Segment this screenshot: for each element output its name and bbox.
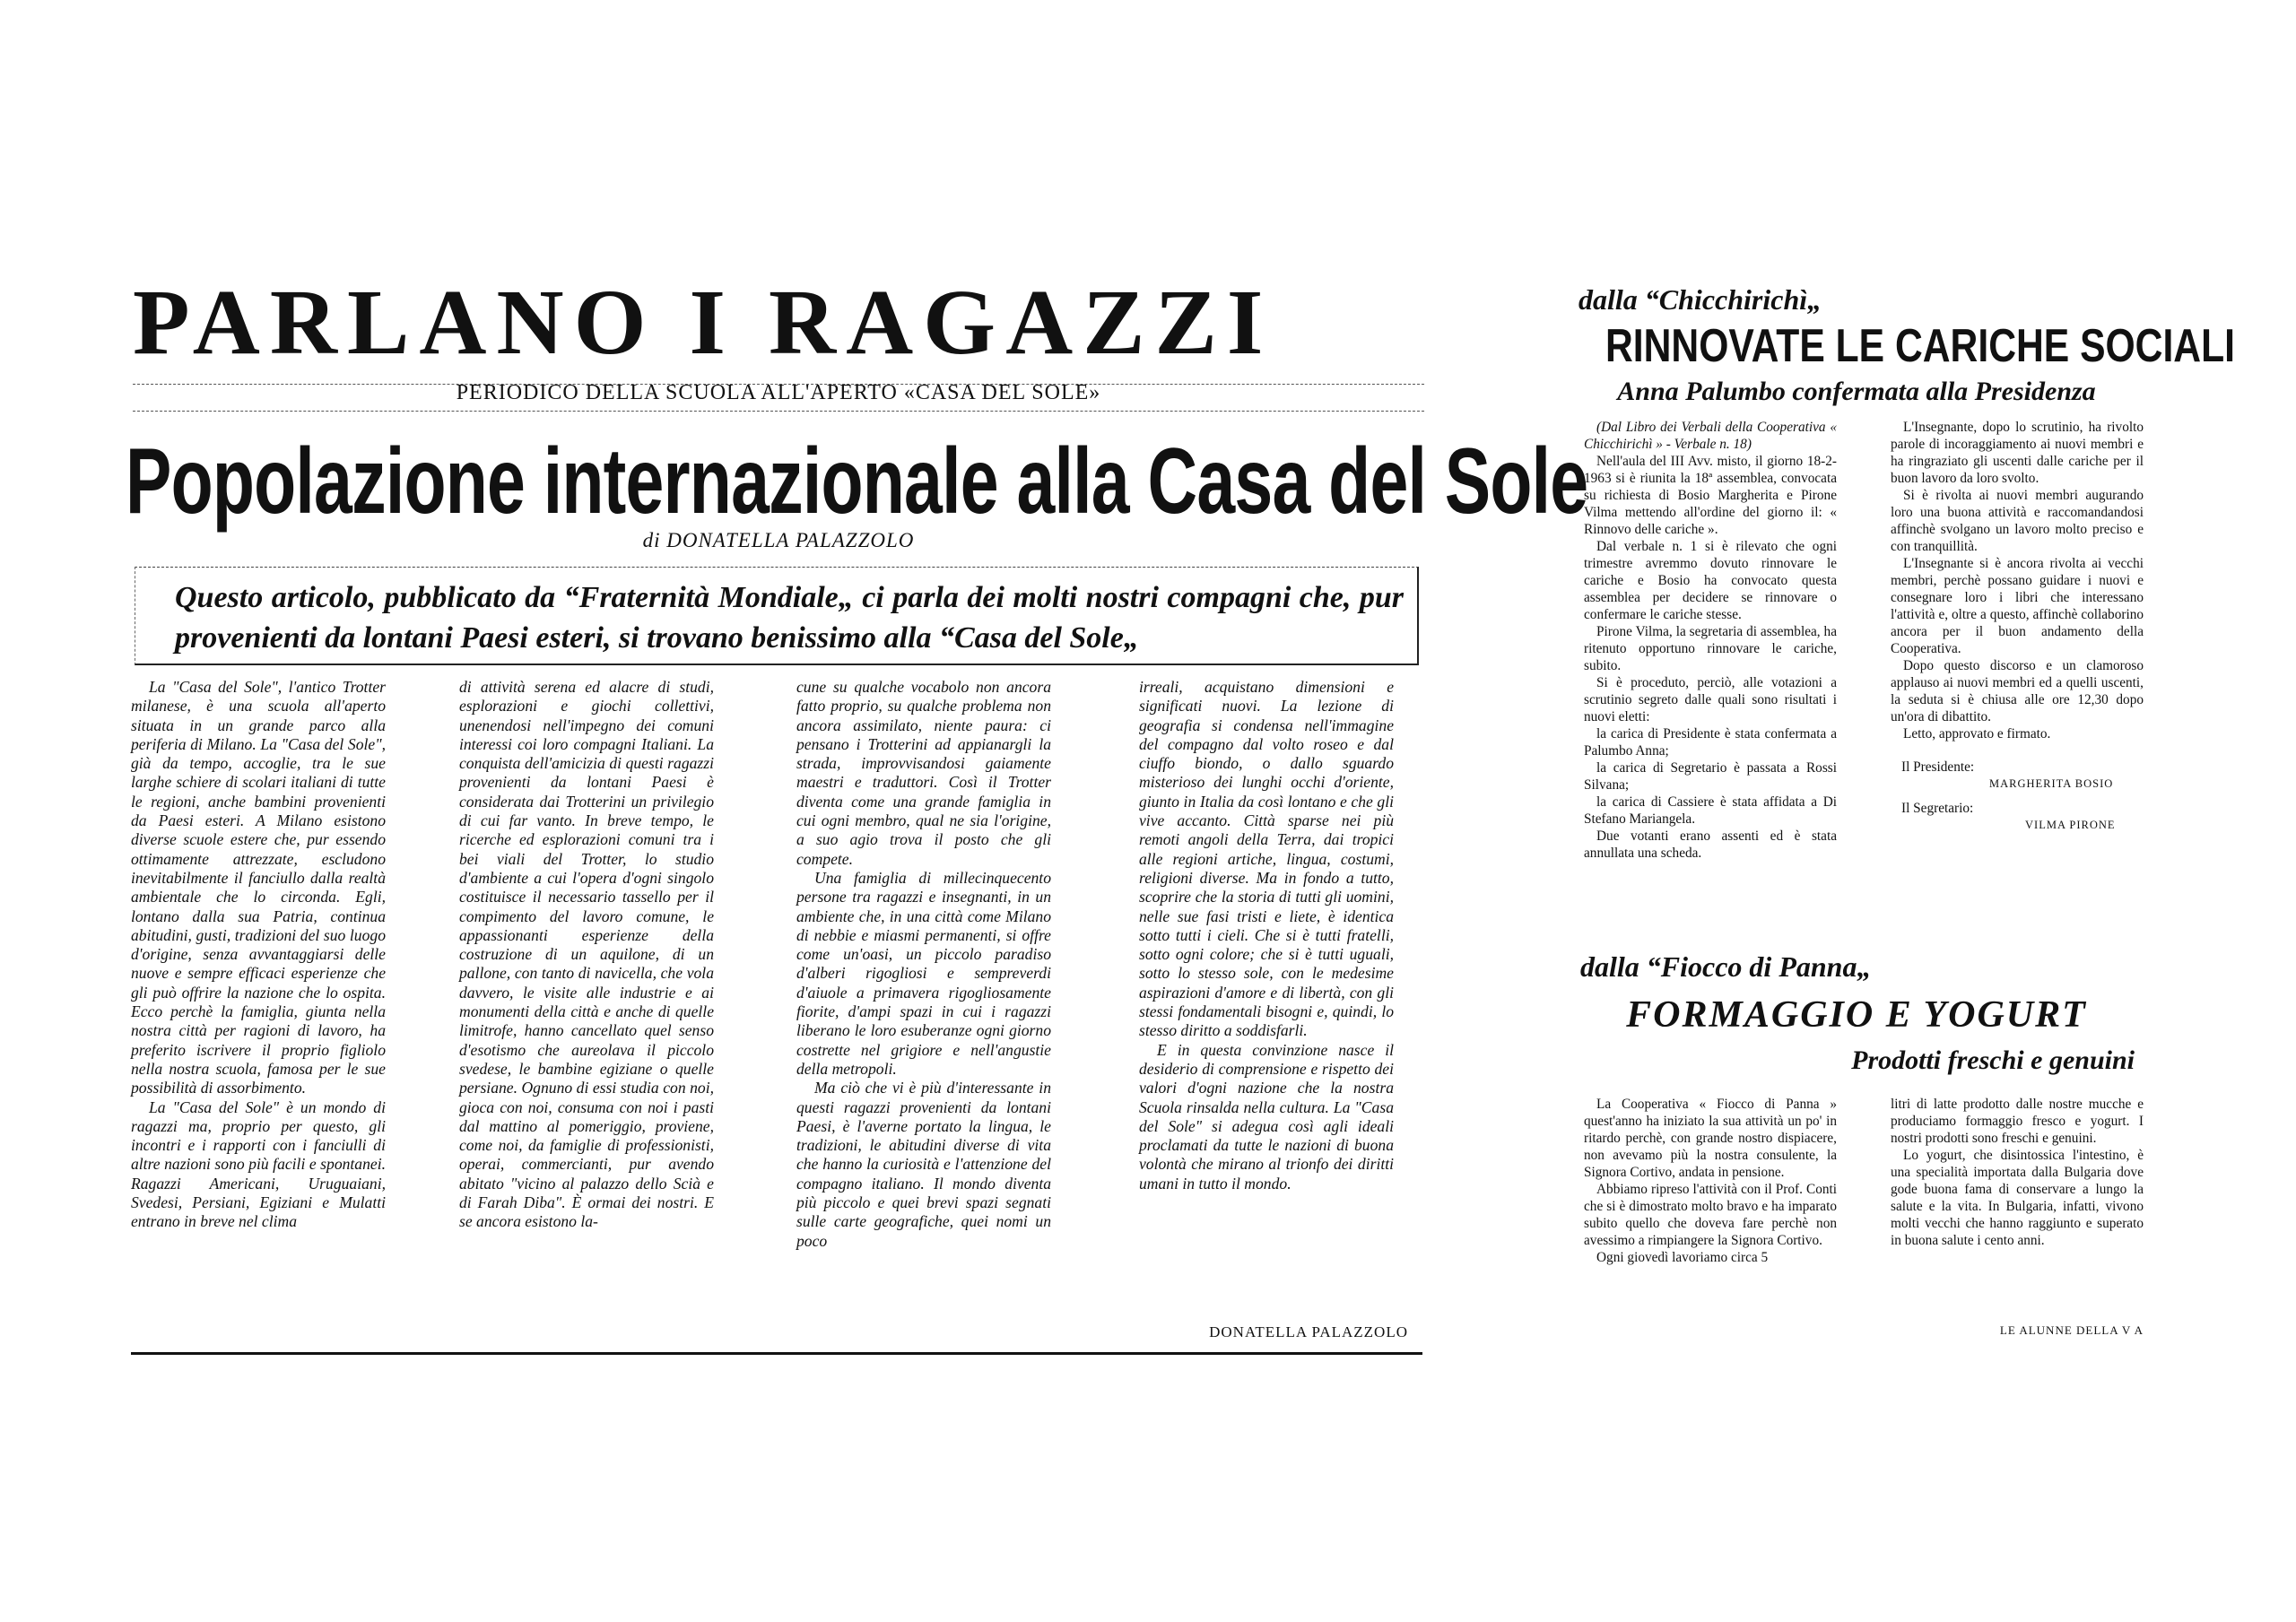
article-subheadline: Anna Palumbo confermata alla Presidenza — [1617, 377, 2096, 406]
paragraph: Abbiamo ripreso l'attività con il Prof. Conti che si è dimostrato molto bravo e ha imparato subito quello che doveva fare perchè non avessimo a rimpiangere la Signora Cortivo. — [1584, 1182, 1837, 1248]
paragraph: Letto, approvato e firmato. — [1903, 726, 2051, 742]
paragraph: Una famiglia di millecinquecento persone tra ragazzi e insegnanti, in un ambiente che, in una città come Milano di nebbie e miasmi permanenti, si offre come un'oasi, un piccolo paradiso d'alberi rigogliosi e sempreverdi d'aiuole a primavera rigogliosamente fiorite, d'ampi spazi in cui i ragazzi liberano le loro esuberanze ogni giorno costrette nel grigiore e nell'angustie della metropoli. — [796, 868, 1051, 1078]
secretary-label: Il Segretario: — [1901, 801, 1974, 816]
paragraph: Dopo questo discorso e un clamoroso applauso ai nuovi membri ed a quelli uscenti, la seduta si è chiusa alle ore 12,30 dopo un'ora di dibattito. — [1891, 658, 2144, 724]
paragraph: Si è proceduto, perciò, alle votazioni a scrutinio segreto dalle quali sono risultati i nuovi eletti: — [1584, 675, 1837, 724]
article-column-3 — [796, 678, 1051, 1251]
paragraph: di attività serena ed alacre di studi, esplorazioni e giochi collettivi, unenendosi nell'impegno dei comuni interessi coi loro compagni Italiani. La conquista dell'amicizia di questi ragazzi provenienti da lontani Paesi è considerata dai Trotterini un privilegio di cui far vanto. In breve tempo, le ricerche ed esplorazioni comuni tra i bei viali del Trotter, lo studio d'ambiente a cui l'opera d'ogni singolo costituisce il necessario tassello per il compimento del lavoro comune, le appassionanti esperienze della costruzione di un aquilone, di un pallone, con tanto di navicella, che vola davvero, le visite alle industrie e ai monumenti della città e anche di quelle limitrofe, hanno cancellato quel senso d'esotismo che aureolava il piccolo svedese, le bambine egiziane o quelle persiane. Ognuno di essi studia con noi, gioca con noi, consuma con noi i pasti dal mattino al pomeriggio, proviene, come noi, da famiglie di professionisti, operai, commercianti, pur avendo abitato "vicino al palazzo dello Scià e di Farah Diba". È ormai dei nostri. E se ancora esistono la- — [459, 678, 714, 1231]
article-column-2 — [459, 678, 714, 1232]
article-column-2 — [1891, 419, 2144, 834]
paragraph: La Cooperativa « Fiocco di Panna » quest'anno ha iniziato la sua attività un po' in ritardo perchè, con grande nostro dispiacere, non avevamo più la nostra consulente, la Signora Cortivo, andata in pensione. — [1584, 1097, 1837, 1180]
bottom-rule — [131, 1352, 1422, 1355]
article-signature: DONATELLA PALAZZOLO — [1209, 1323, 1408, 1340]
paragraph: la carica di Segretario è passata a Rossi Silvana; — [1584, 760, 1837, 793]
secretary-name: VILMA PIRONE — [2025, 819, 2116, 831]
article-headline: RINNOVATE LE CARICHE SOCIALI — [1605, 320, 2236, 372]
article-column-4 — [1139, 678, 1394, 1193]
masthead-title: PARLANO I RAGAZZI — [133, 271, 1274, 374]
source-line: dalla “Fiocco di Panna„ — [1580, 950, 1872, 983]
president-label: Il Presidente: — [1901, 759, 1975, 775]
paragraph: cune su qualche vocabolo non ancora fatto proprio, su qualche problema non ancora assimilato, niente paura: ci pensano i Trotterini ad appianargli la strada, improvvisandosi gaiamente maestri e traduttori. Così il Trotter diventa come una grande famiglia in cui ogni membro, qual ne sia l'origine, a suo agio trova il posto che gli compete. — [796, 678, 1051, 868]
paragraph: La "Casa del Sole", l'antico Trotter milanese, è una scuola all'aperto situata in un grande parco alla periferia di Milano. La "Casa del Sole", già da tempo, accoglie, tra le sue larghe schiere di scolari italiani di tutte le regioni, anche bambini provenienti da Paesi esteri. A Milano esistono diverse scuole estere che, pur essendo ottimamente attrezzate, escludono inevitabilmente il fanciullo dalla realtà ambientale che lo circonda. Egli, lontano dalla sua Patria, continua abitudini, gusti, tradizioni del suo luogo d'origine, senza avvantaggiarsi delle nuove e sempre efficaci esperienze che gli può offrire la nazione che lo ospita. Ecco perchè la famiglia, giunta nella nostra città per ragioni di lavoro, ha preferito iscrivere il proprio figliolo nella nostra scuola, famosa per le sue possibilità di assorbimento. — [131, 678, 386, 1097]
article-column-1 — [1584, 1096, 1837, 1266]
paragraph: L'Insegnante, dopo lo scrutinio, ha rivolto parole di incoraggiamento ai nuovi membri e ha ringraziato gli uscenti dalle cariche per il buon lavoro da loro svolto. — [1891, 420, 2144, 486]
paragraph: (Dal Libro dei Verbali della Cooperativa « Chicchirichì » - Verbale n. 18) — [1584, 420, 1837, 452]
article-column-1 — [131, 678, 386, 1232]
paragraph: la carica di Presidente è stata confermata a Palumbo Anna; — [1584, 726, 1837, 759]
paragraph: L'Insegnante si è ancora rivolta ai vecchi membri, perchè possano guidare i nuovi e consegnare loro i libri che interessano l'attività e, oltre a questo, affinchè collaborino ancora per il buon andamento della Cooperativa. — [1891, 556, 2144, 656]
source-line: dalla “Chicchirichì„ — [1578, 283, 1822, 316]
paragraph: litri di latte prodotto dalle nostre mucche e produciamo formaggio fresco e yogurt. I nostri prodotti sono freschi e genuini. — [1891, 1097, 2144, 1146]
paragraph: Ma ciò che vi è più d'interessante in questi ragazzi provenienti da lontani Paesi, è l'averne portato la lingua, le tradizioni, le abitudini diverse di vita che hanno la curiosità e l'attenzione del compagno italiano. Il mondo diventa più piccolo e quei brevi spazi segnati sulle carte geografiche, quei nomi un poco — [796, 1079, 1051, 1250]
president-name: MARGHERITA BOSIO — [1989, 777, 2114, 790]
paragraph: Si è rivolta ai nuovi membri augurando loro una buona attività e raccomandandosi affinchè svolgano un lavoro molto preciso e con tranquillità. — [1891, 488, 2144, 554]
article-headline: Popolazione internazionale alla Casa del Sole — [126, 429, 1588, 533]
article-column-2 — [1891, 1096, 2144, 1249]
paragraph: Nell'aula del III Avv. misto, il giorno 18-2-1963 si è riunita la 18ª assemblea, convocata su richiesta di Bosio Margherita e Pirone Vilma mettendo all'ordine del giorno il: « Rinnovo delle cariche ». — [1584, 454, 1837, 537]
paragraph: Ogni giovedì lavoriamo circa 5 — [1596, 1250, 1769, 1265]
paragraph: La "Casa del Sole" è un mondo di ragazzi ma, proprio per questo, gli incontri e i rapporti con i fanciulli di altre nazioni sono più facili e spontanei. Ragazzi Americani, Uruguaiani, Svedesi, Persiani, Egiziani e Mulatti entrano in breve nel clima — [131, 1097, 386, 1231]
paragraph: Dal verbale n. 1 si è rilevato che ogni trimestre avremmo dovuto rinnovare le cariche e Bosio ha convocato questa assemblea per decidere se rinnovare o confermare le cariche stesse. — [1584, 539, 1837, 622]
article-column-1 — [1584, 419, 1837, 862]
paragraph: la carica di Cassiere è stata affidata a Di Stefano Mariangela. — [1584, 794, 1837, 827]
paragraph: Pirone Vilma, la segretaria di assemblea, ha ritenuto opportuno rinnovare le cariche, subito. — [1584, 624, 1837, 673]
subtitle-rule — [133, 411, 1424, 412]
article-signature: LE ALUNNE DELLA V A — [1999, 1323, 2144, 1337]
periodical-subtitle: PERIODICO DELLA SCUOLA ALL'APERTO «CASA DEL SOLE» — [456, 381, 1101, 404]
article-headline: FORMAGGIO E YOGURT — [1626, 994, 2087, 1036]
paragraph: irreali, acquistano dimensioni e significati nuovi. La lezione di geografia si condensa nell'immagine del compagno dal volto roseo e dal ciuffo biondo, o dallo sguardo misterioso dei lunghi occhi d'oriente, giunto in Italia da così lontano e che gli vive accanto. Città sparse nei più remoti angoli della Terra, dai tropici alle regioni artiche, lingua, costumi, religioni diverse. Ma in fondo a tutto, scoprire che la storia di tutti gli uomini, nelle sue fasi tristi e liete, è identica sotto tutti i cieli. Che si è tutti fratelli, sotto ogni colore; che si è tutti uguali, sotto lo stesso sole, con le medesime aspirazioni d'amore e di libertà, con gli stessi fondamentali bisogni e, quindi, lo stesso diritto a soddisfarli. — [1139, 678, 1394, 1040]
article-byline: di DONATELLA PALAZZOLO — [642, 529, 915, 551]
article-subheadline: Prodotti freschi e genuini — [1851, 1045, 2135, 1075]
paragraph: Lo yogurt, che disintossica l'intestino, è una specialità importata dalla Bulgaria dove gode buona fama di conservare a lungo la salute e la vita. In Bulgaria, infatti, vivono molti vecchi che hanno raggiunto e superato in buona salute i cento anni. — [1891, 1148, 2144, 1248]
lead-paragraph: Questo articolo, pubblicato da “Fraternità Mondiale„ ci parla dei molti nostri compagni che, pur provenienti da lontani Paesi esteri, si trovano benissimo alla “Casa del Sole„ — [175, 581, 1404, 655]
paragraph: E in questa convinzione nasce il desiderio di comprensione e rispetto dei valori d'ogni nazione che la nostra Scuola rinsalda nella cultura. La "Casa del Sole" si adegua così agli ideali proclamati da tutte le nazioni di buona volontà che mirano al trionfo dei diritti umani in tutto il mondo. — [1139, 1040, 1394, 1193]
paragraph: Due votanti erano assenti ed è stata annullata una scheda. — [1584, 828, 1837, 861]
